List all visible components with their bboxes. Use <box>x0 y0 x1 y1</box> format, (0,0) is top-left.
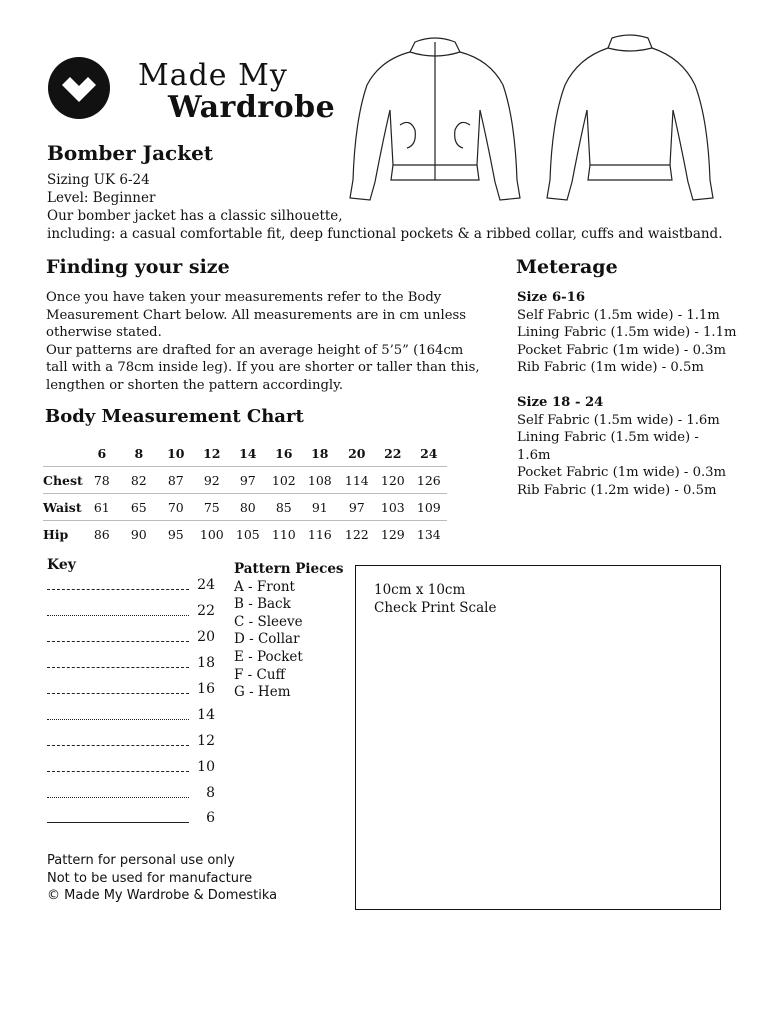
table-cell: 129 <box>375 521 411 548</box>
key-size: 22 <box>197 603 215 619</box>
size-header: 12 <box>203 445 221 461</box>
table-cell: 85 <box>267 494 301 521</box>
logo-heart-icon <box>48 57 110 119</box>
product-info <box>47 171 723 243</box>
brand-name-line2: Wardrobe <box>168 90 336 125</box>
pattern-piece-item: F - Cuff <box>234 666 286 683</box>
table-cell: 122 <box>339 521 375 548</box>
pattern-piece-item: D - Collar <box>234 631 300 648</box>
key-row <box>47 810 237 836</box>
key-row <box>47 733 237 759</box>
size-header: 8 <box>134 445 144 461</box>
key-row <box>47 707 237 733</box>
description-line-2: including: a casual comfortable fit, deep functional pockets & a ribbed collar, cuffs and waistband. <box>47 226 723 242</box>
meterage-item: Self Fabric (1.5m wide) - 1.1m <box>517 307 720 323</box>
line-style-sample <box>47 771 189 772</box>
key-size: 14 <box>197 707 215 723</box>
size-header: 6 <box>97 445 107 461</box>
finding-size-text <box>46 289 480 395</box>
table-cell: 102 <box>267 467 301 494</box>
footer-line: Not to be used for manufacture <box>47 870 253 886</box>
table-cell: 108 <box>301 467 339 494</box>
pattern-piece-item: B - Back <box>234 596 291 613</box>
pattern-piece-item: E - Pocket <box>234 648 303 665</box>
size-header: 16 <box>275 445 293 461</box>
table-cell: 126 <box>411 467 447 494</box>
table-cell: 116 <box>301 521 339 548</box>
pattern-piece-item: A - Front <box>234 578 295 595</box>
key-row <box>47 759 237 785</box>
meterage-item: Pocket Fabric (1m wide) - 0.3m <box>517 465 727 481</box>
size-header: 22 <box>384 445 402 461</box>
key-size: 6 <box>206 810 215 826</box>
table-cell: 70 <box>157 494 195 521</box>
key-row <box>47 603 237 629</box>
table-cell: 97 <box>339 494 375 521</box>
scale-label: Check Print Scale <box>374 599 497 616</box>
key-size: 8 <box>206 785 215 801</box>
table-cell: 87 <box>157 467 195 494</box>
meterage-item: Self Fabric (1.5m wide) - 1.6m <box>517 412 720 428</box>
measurement-chart-heading: Body Measurement Chart <box>45 406 304 427</box>
line-style-sample <box>47 641 189 642</box>
row-label: Hip <box>43 521 83 548</box>
pattern-piece-item: G - Hem <box>234 684 291 701</box>
line-style-sample <box>47 693 189 694</box>
meterage-item: Lining Fabric (1.5m wide) - <box>517 430 699 446</box>
meterage-group-2 <box>517 394 726 500</box>
key-row <box>47 681 237 707</box>
line-style-sample <box>47 615 189 616</box>
key-size: 16 <box>197 681 215 697</box>
table-cell: 110 <box>267 521 301 548</box>
pattern-pieces-heading: Pattern Pieces <box>234 561 344 577</box>
table-cell: 78 <box>83 467 121 494</box>
table-cell: 90 <box>121 521 157 548</box>
finding-line: lengthen or shorten the pattern accordingly. <box>46 377 344 393</box>
pattern-pieces <box>234 561 344 702</box>
key-heading: Key <box>47 557 76 573</box>
print-scale-box <box>355 565 721 910</box>
table-cell: 91 <box>301 494 339 521</box>
finding-line: Our patterns are drafted for an average height of 5’5” (164cm <box>46 342 464 358</box>
line-style-sample <box>47 589 189 590</box>
meterage-group-1 <box>517 289 737 377</box>
key-size: 20 <box>197 629 215 645</box>
size-header: 10 <box>167 445 185 461</box>
key-size: 24 <box>197 577 215 593</box>
line-style-sample <box>47 797 189 798</box>
finding-line: Once you have taken your measurements refer to the Body <box>46 290 442 305</box>
key-row <box>47 577 237 603</box>
table-cell: 86 <box>83 521 121 548</box>
table-cell: 80 <box>229 494 267 521</box>
key-size: 18 <box>197 655 215 671</box>
table-row <box>43 467 447 494</box>
line-style-sample <box>47 667 189 668</box>
finding-line: otherwise stated. <box>46 325 162 341</box>
table-cell: 105 <box>229 521 267 548</box>
finding-size-heading: Finding your size <box>46 256 230 278</box>
pattern-piece-item: C - Sleeve <box>234 613 303 630</box>
table-cell: 100 <box>195 521 229 548</box>
description-line-1: Our bomber jacket has a classic silhouette, <box>47 208 343 224</box>
table-cell: 95 <box>157 521 195 548</box>
key-row <box>47 785 237 811</box>
meterage-item: 1.6m <box>517 447 551 463</box>
key-size: 10 <box>197 759 215 775</box>
row-label: Waist <box>43 494 83 521</box>
line-style-sample <box>47 745 189 746</box>
size-header: 20 <box>348 445 366 461</box>
scale-size: 10cm x 10cm <box>374 582 466 598</box>
row-label: Chest <box>43 467 83 494</box>
finding-line: Measurement Chart below. All measurements are in cm unless <box>46 307 467 323</box>
footer-notice <box>47 852 277 905</box>
meterage-heading: Meterage <box>516 256 618 278</box>
sizing-text: Sizing UK 6-24 <box>47 172 150 188</box>
brand-name-line1: Made My <box>138 58 288 93</box>
meterage-item: Lining Fabric (1.5m wide) - 1.1m <box>517 325 737 341</box>
table-cell: 114 <box>339 467 375 494</box>
line-style-sample <box>47 822 189 823</box>
meterage-group-title: Size 18 - 24 <box>517 395 604 410</box>
size-header: 24 <box>420 445 438 461</box>
table-cell: 65 <box>121 494 157 521</box>
meterage-group-title: Size 6-16 <box>517 290 586 305</box>
key-row <box>47 629 237 655</box>
table-cell: 92 <box>195 467 229 494</box>
meterage-item: Rib Fabric (1m wide) - 0.5m <box>517 360 704 376</box>
finding-line: tall with a 78cm inside leg). If you are shorter or taller than this, <box>46 360 480 376</box>
size-header: 14 <box>239 445 257 461</box>
table-cell: 61 <box>83 494 121 521</box>
table-cell: 97 <box>229 467 267 494</box>
table-cell: 134 <box>411 521 447 548</box>
print-scale-text <box>374 582 496 617</box>
size-header: 18 <box>311 445 329 461</box>
meterage-item: Rib Fabric (1.2m wide) - 0.5m <box>517 482 717 498</box>
meterage-item: Pocket Fabric (1m wide) - 0.3m <box>517 342 727 358</box>
level-text: Level: Beginner <box>47 190 156 206</box>
copyright-text: © Made My Wardrobe & Domestika <box>47 888 278 904</box>
table-header-row <box>43 440 447 467</box>
line-style-sample <box>47 719 189 720</box>
table-row <box>43 494 447 521</box>
table-cell: 82 <box>121 467 157 494</box>
table-row <box>43 521 447 548</box>
key-row <box>47 655 237 681</box>
table-cell: 103 <box>375 494 411 521</box>
footer-line: Pattern for personal use only <box>47 853 235 868</box>
table-cell: 120 <box>375 467 411 494</box>
table-cell: 75 <box>195 494 229 521</box>
measurement-table <box>43 440 447 547</box>
brand-logo <box>48 57 110 119</box>
key-size: 12 <box>197 733 215 749</box>
product-title: Bomber Jacket <box>47 141 214 165</box>
table-cell: 109 <box>411 494 447 521</box>
